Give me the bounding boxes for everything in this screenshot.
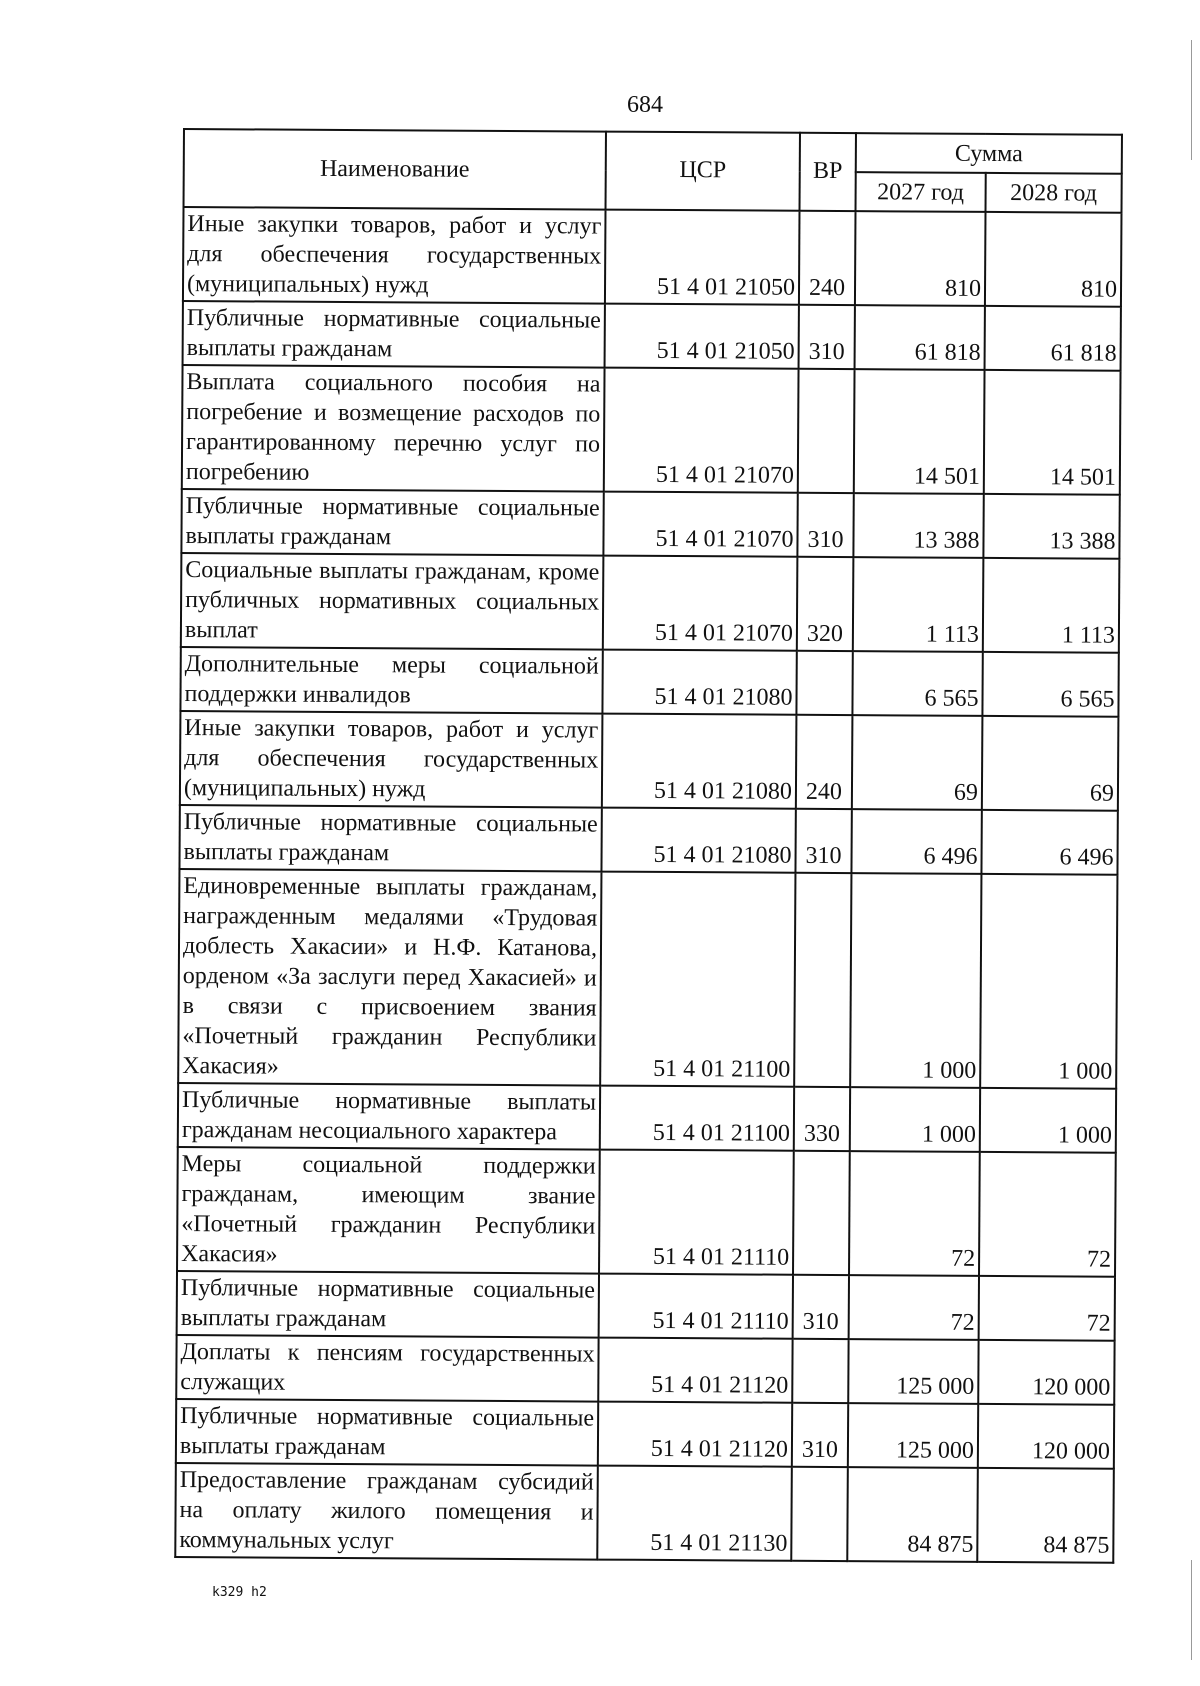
row-code: 51 4 01 21100 xyxy=(600,872,795,1087)
row-vr: 310 xyxy=(797,493,853,557)
row-amount-2028: 14 501 xyxy=(984,370,1121,495)
row-name: Выплата социального пособия на погребение и возмещение расходов по гарантированному перечню услуг по погребению xyxy=(182,365,605,492)
row-amount-2027: 125 000 xyxy=(848,1339,978,1404)
header-year-2028: 2028 год xyxy=(986,173,1122,213)
scan-margin-line xyxy=(1191,40,1192,160)
row-amount-2028: 72 xyxy=(979,1276,1115,1341)
table-row xyxy=(176,1399,1114,1469)
row-amount-2027: 6 565 xyxy=(852,651,982,716)
row-name: Публичные нормативные социальные выплаты гражданам xyxy=(183,301,605,368)
row-vr xyxy=(791,1467,848,1561)
row-code: 51 4 01 21120 xyxy=(598,1338,792,1403)
row-vr: 310 xyxy=(799,305,855,369)
row-code: 51 4 01 21050 xyxy=(605,210,800,305)
row-code: 51 4 01 21110 xyxy=(599,1150,794,1275)
table-row xyxy=(177,1147,1116,1277)
budget-table xyxy=(174,128,1123,1564)
row-vr: 240 xyxy=(799,211,856,305)
row-amount-2028: 6 496 xyxy=(981,810,1117,875)
table-row xyxy=(180,647,1118,717)
row-vr xyxy=(794,873,851,1087)
table-row xyxy=(175,1463,1114,1563)
row-vr xyxy=(792,1339,848,1403)
row-vr: 330 xyxy=(794,1087,850,1151)
row-amount-2028: 1 113 xyxy=(983,558,1120,653)
table-row xyxy=(177,1271,1115,1341)
footer-code: k329 h2 xyxy=(212,1585,267,1600)
row-code: 51 4 01 21070 xyxy=(603,492,797,557)
row-amount-2028: 1 000 xyxy=(980,1088,1116,1153)
header-row-top xyxy=(184,129,1122,174)
row-amount-2028: 120 000 xyxy=(978,1340,1114,1405)
table-row xyxy=(178,869,1117,1089)
row-name: Дополнительные меры социальной поддержки инвалидов xyxy=(180,647,602,714)
row-amount-2027: 810 xyxy=(855,211,986,306)
table-row xyxy=(183,301,1121,371)
row-code: 51 4 01 21080 xyxy=(602,650,796,715)
row-amount-2027: 72 xyxy=(849,1151,980,1276)
row-name: Публичные нормативные выплаты гражданам несоциального характера xyxy=(178,1083,600,1150)
row-amount-2028: 72 xyxy=(979,1152,1116,1277)
row-name: Меры социальной поддержки гражданам, имеющим звание «Почетный гражданин Республики Хакасия» xyxy=(177,1147,600,1274)
row-amount-2028: 1 000 xyxy=(980,874,1117,1089)
header-year-2027: 2027 год xyxy=(856,172,986,212)
row-name: Социальные выплаты гражданам, кроме публичных нормативных социальных выплат xyxy=(181,553,604,650)
row-vr xyxy=(798,369,855,493)
row-code: 51 4 01 21110 xyxy=(599,1274,793,1339)
row-code: 51 4 01 21070 xyxy=(604,368,799,493)
row-code: 51 4 01 21130 xyxy=(597,1466,792,1561)
row-name: Публичные нормативные социальные выплаты гражданам xyxy=(181,489,603,556)
row-code: 51 4 01 21050 xyxy=(605,304,799,369)
scan-margin-line xyxy=(1191,1560,1192,1660)
header-vr: ВР xyxy=(800,133,856,211)
table-body xyxy=(175,207,1121,1563)
table-row xyxy=(183,207,1122,307)
table-row xyxy=(182,365,1121,495)
row-code: 51 4 01 21080 xyxy=(602,714,797,809)
row-vr: 310 xyxy=(792,1403,848,1467)
table-row xyxy=(176,1335,1114,1405)
row-name: Иные закупки товаров, работ и услуг для обеспечения государственных (муниципальных) нужд xyxy=(183,207,606,304)
header-name: Наименование xyxy=(184,129,606,210)
page-number: 684 xyxy=(627,92,663,118)
row-amount-2027: 6 496 xyxy=(851,809,981,874)
row-vr: 310 xyxy=(793,1275,849,1339)
table-row xyxy=(181,489,1119,559)
row-vr: 310 xyxy=(795,809,851,873)
row-vr xyxy=(796,651,852,715)
row-amount-2027: 69 xyxy=(852,715,983,810)
table-row xyxy=(179,805,1117,875)
header-code: ЦСР xyxy=(606,132,800,211)
row-code: 51 4 01 21070 xyxy=(603,556,798,651)
row-name: Единовременные выплаты гражданам, награжденным медалями «Трудовая доблесть Хакасии» и Н.Ф. Катанова, орденом «За заслуги перед Хакасией» и в связи с присвоением звания «Почетный гражданин Республики Хакасия» xyxy=(178,869,601,1086)
row-code: 51 4 01 21120 xyxy=(598,1402,792,1467)
row-amount-2028: 120 000 xyxy=(978,1404,1114,1469)
row-name: Публичные нормативные социальные выплаты гражданам xyxy=(179,805,601,872)
row-amount-2027: 84 875 xyxy=(847,1467,978,1562)
row-amount-2027: 72 xyxy=(849,1275,979,1340)
row-amount-2027: 13 388 xyxy=(853,493,983,558)
table-row xyxy=(180,711,1119,811)
row-amount-2028: 810 xyxy=(985,212,1122,307)
row-name: Предоставление гражданам субсидий на оплату жилого помещения и коммунальных услуг xyxy=(175,1463,598,1560)
row-code: 51 4 01 21100 xyxy=(600,1086,794,1151)
row-name: Публичные нормативные социальные выплаты гражданам xyxy=(177,1271,599,1338)
row-vr: 240 xyxy=(796,715,853,809)
row-amount-2028: 61 818 xyxy=(985,306,1121,371)
row-amount-2028: 84 875 xyxy=(977,1468,1114,1563)
row-amount-2027: 1 000 xyxy=(850,873,981,1088)
row-code: 51 4 01 21080 xyxy=(601,808,795,873)
table-row xyxy=(178,1083,1116,1153)
row-amount-2027: 61 818 xyxy=(855,305,985,370)
row-name: Доплаты к пенсиям государственных служащих xyxy=(176,1335,598,1402)
row-amount-2027: 1 000 xyxy=(850,1087,980,1152)
row-amount-2027: 1 113 xyxy=(853,557,984,652)
row-amount-2028: 13 388 xyxy=(983,494,1119,559)
row-vr: 320 xyxy=(797,557,854,651)
row-name: Иные закупки товаров, работ и услуг для обеспечения государственных (муниципальных) нужд xyxy=(180,711,603,808)
row-amount-2027: 14 501 xyxy=(854,369,985,494)
row-amount-2028: 69 xyxy=(982,716,1119,811)
table-row xyxy=(181,553,1120,653)
row-name: Публичные нормативные социальные выплаты гражданам xyxy=(176,1399,598,1466)
row-amount-2028: 6 565 xyxy=(982,652,1118,717)
row-vr xyxy=(793,1151,850,1275)
row-amount-2027: 125 000 xyxy=(848,1403,978,1468)
header-sum: Сумма xyxy=(856,133,1122,174)
